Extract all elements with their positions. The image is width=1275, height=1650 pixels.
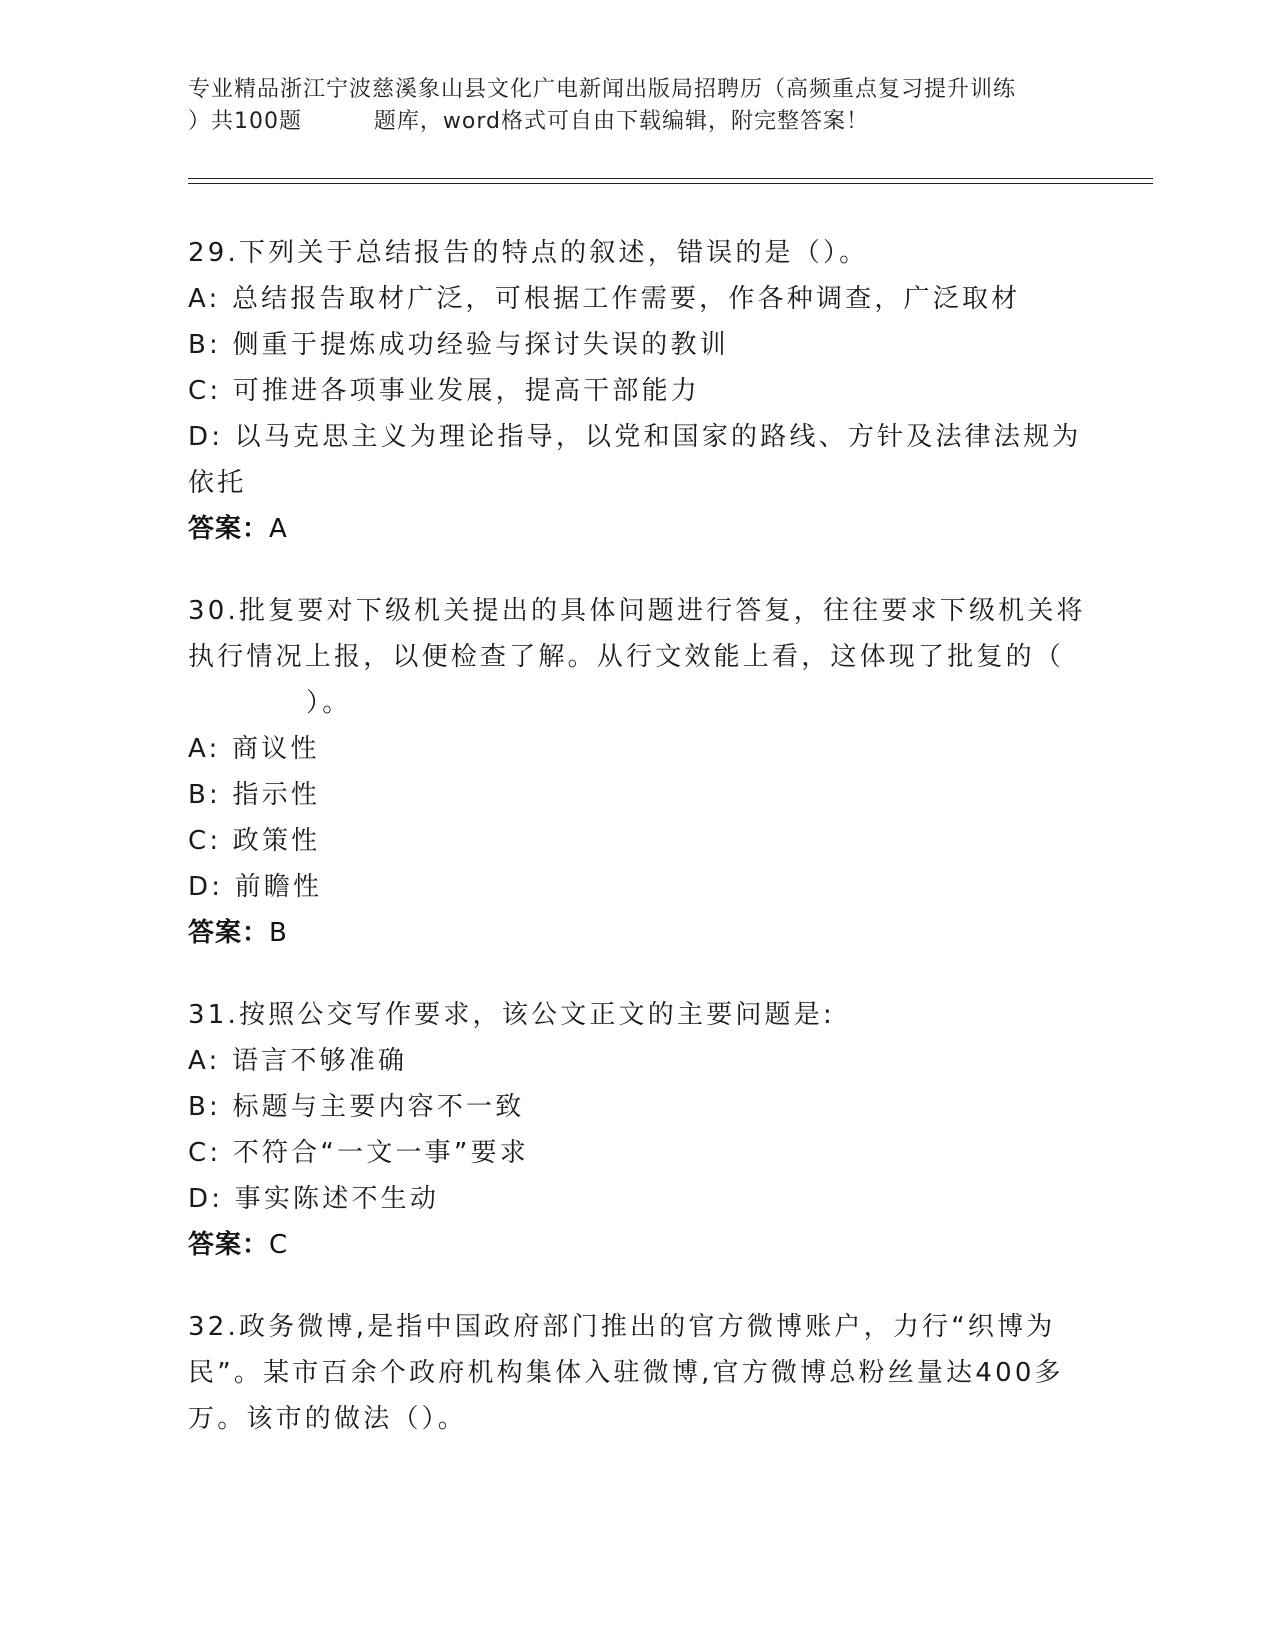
option-d: D: 前瞻性 <box>188 872 323 902</box>
option-b: B: 侧重于提炼成功经验与探讨失误的教训 <box>188 330 729 360</box>
option-c: C: 政策性 <box>188 826 321 856</box>
question-32 <box>188 1304 1088 1442</box>
answer-value: B <box>269 918 288 948</box>
question-text-continued <box>188 680 1088 726</box>
option-c: C: 不符合“一文一事”要求 <box>188 1138 529 1168</box>
option-c: C: 可推进各项事业发展，提高干部能力 <box>188 376 700 406</box>
option-b: B: 指示性 <box>188 780 321 810</box>
header-rule-bottom <box>188 183 1153 184</box>
header-line-1: 专业精品浙江宁波慈溪象山县文化广电新闻出版局招聘历（高频重点复习提升训练 <box>188 77 1017 102</box>
option-d: D: 以马克思主义为理论指导，以党和国家的路线、方针及法律法规为依托 <box>188 422 1082 498</box>
answer-line <box>188 910 1088 956</box>
question-text: 32.政务微博,是指中国政府部门推出的官方微博账户，力行“织博为民”。某市百余个政府机构集体入驻微博,官方微博总粉丝量达400多万。该市的做法（）。 <box>188 1312 1064 1434</box>
question-text: 29.下列关于总结报告的特点的叙述，错误的是（）。 <box>188 238 869 268</box>
question-list <box>188 230 1088 1478</box>
question-31 <box>188 992 1088 1268</box>
page-header <box>188 74 1088 138</box>
option-d: D: 事实陈述不生动 <box>188 1184 440 1214</box>
option-b: B: 标题与主要内容不一致 <box>188 1092 525 1122</box>
answer-label: 答案： <box>188 1230 270 1260</box>
question-text: 31.按照公交写作要求，该公文正文的主要问题是: <box>188 1000 835 1030</box>
answer-line <box>188 1222 1088 1268</box>
answer-label: 答案： <box>188 918 270 948</box>
option-a: A: 总结报告取材广泛，可根据工作需要，作各种调查，广泛取材 <box>188 284 1021 314</box>
answer-value: C <box>269 1230 289 1260</box>
question-29 <box>188 230 1088 552</box>
question-text: 30.批复要对下级机关提出的具体问题进行答复，往往要求下级机关将执行情况上报，以便检查了解。从行文效能上看，这体现了批复的（ <box>188 596 1086 672</box>
answer-value: A <box>269 514 288 544</box>
answer-line <box>188 506 1088 552</box>
header-line-2: ）共100题 题库，word格式可自由下载编辑，附完整答案！ <box>188 109 870 134</box>
option-a: A: 商议性 <box>188 734 320 764</box>
question-text-tail: ）。 <box>306 688 352 718</box>
header-rule-top <box>188 178 1153 179</box>
answer-label: 答案： <box>188 514 270 544</box>
option-a: A: 语言不够准确 <box>188 1046 408 1076</box>
question-30 <box>188 588 1088 956</box>
